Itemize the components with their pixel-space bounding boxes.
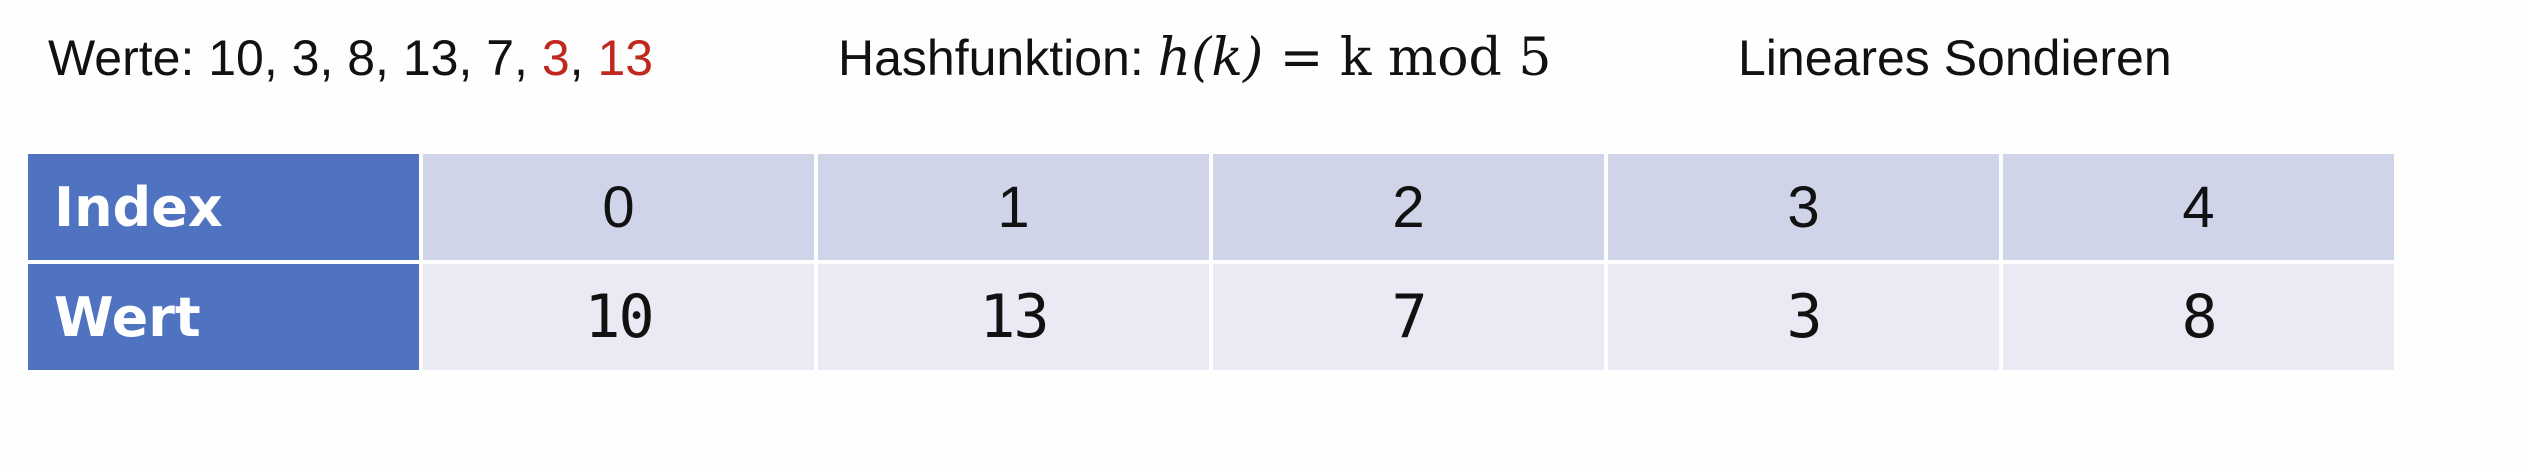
index-cell-2: 2 — [1213, 154, 1604, 260]
probing-method: Lineares Sondieren — [1738, 30, 2172, 86]
value-cell-4: 8 — [2003, 264, 2394, 370]
value-row-header: Wert — [28, 264, 419, 370]
hash-function — [838, 22, 1551, 94]
index-cell-4: 4 — [2003, 154, 2394, 260]
index-row-header: Index — [28, 154, 419, 260]
value-cell-2: 7 — [1213, 264, 1604, 370]
values-list — [48, 22, 653, 94]
value-cell-3: 3 — [1608, 264, 1999, 370]
hash-formula-lhs: h(k) — [1157, 28, 1264, 88]
value-cell-0: 10 — [423, 264, 814, 370]
values-red-2: 13 — [597, 30, 654, 86]
hash-formula-eq: = — [1279, 28, 1324, 88]
index-cell-1: 1 — [818, 154, 1209, 260]
value-row — [28, 264, 2394, 370]
hash-label: Hashfunktion: — [838, 30, 1144, 86]
values-label: Werte: — [48, 30, 195, 86]
index-cell-0: 0 — [423, 154, 814, 260]
value-cell-1: 13 — [818, 264, 1209, 370]
hash-formula — [1158, 28, 1552, 88]
values-comma: , — [569, 30, 584, 86]
hash-formula-rhs: k mod 5 — [1339, 28, 1552, 88]
values-black: 10, 3, 8, 13, 7, — [208, 30, 528, 86]
hash-table — [24, 150, 2398, 374]
index-cell-3: 3 — [1608, 154, 1999, 260]
values-red-1: 3 — [541, 30, 570, 86]
index-row — [28, 154, 2394, 260]
